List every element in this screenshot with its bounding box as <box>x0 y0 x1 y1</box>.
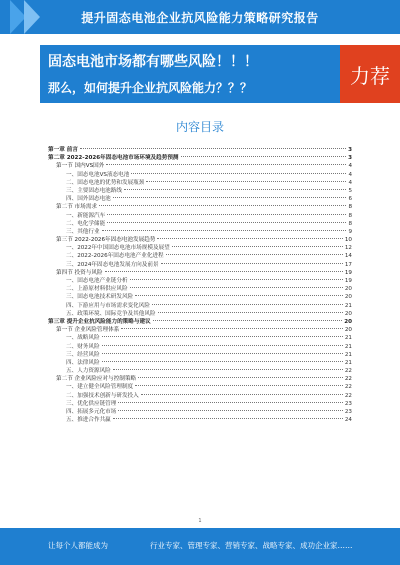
toc-entry-page: 12 <box>344 245 352 252</box>
toc-entry[interactable] <box>48 367 352 375</box>
toc-entry-page: 22 <box>344 376 352 383</box>
toc-entry[interactable] <box>48 212 352 220</box>
toc-entry-page: 24 <box>344 417 352 424</box>
toc-leader-dots <box>118 402 343 403</box>
toc-entry[interactable] <box>48 179 352 187</box>
toc-leader-dots <box>138 377 343 378</box>
toc-entry-title: 一、固态电池产业链分析 <box>66 278 128 284</box>
toc-entry-page: 21 <box>344 335 352 342</box>
toc-leader-dots <box>130 287 343 288</box>
toc-entry[interactable] <box>48 252 352 260</box>
toc-entry[interactable] <box>48 220 352 228</box>
toc-entry[interactable] <box>48 359 352 367</box>
toc-leader-dots <box>141 394 343 395</box>
toc-leader-dots <box>146 181 346 182</box>
toc-entry-title: 第二节 企业风险应对与控制策略 <box>56 376 137 383</box>
banner-headline: 固态电池市场都有哪些风险！！！ <box>48 54 258 70</box>
toc-leader-dots <box>124 189 346 190</box>
toc-entry[interactable] <box>48 326 352 334</box>
toc-entry[interactable] <box>48 285 352 293</box>
report-header-title: 提升固态电池企业抗风险能力策略研究报告 <box>81 11 319 25</box>
page-number: 1 <box>198 518 202 524</box>
toc-entry-title: 三、固态电池技术研发风险 <box>66 294 134 301</box>
toc-entry[interactable] <box>48 154 352 162</box>
footer-slogan-right: 行业专家、管理专家、营销专家、战略专家、成功企业家…… <box>150 541 353 550</box>
toc-entry-title: 二、财务风险 <box>66 343 100 350</box>
toc-entry-page: 8 <box>348 204 352 211</box>
toc-entry[interactable] <box>48 162 352 170</box>
toc-entry-title: 第二章 2022-2026年固态电池市场环境及趋势预测 <box>48 155 179 162</box>
toc-entry-title: 二、固态电池的优势和发展瓶颈 <box>66 179 145 186</box>
toc-entry[interactable] <box>48 228 352 236</box>
toc-entry[interactable] <box>48 277 352 285</box>
toc-leader-dots <box>102 230 347 231</box>
table-of-contents <box>48 146 352 424</box>
recommend-badge: 力荐 <box>340 45 400 103</box>
toc-entry[interactable] <box>48 334 352 342</box>
toc-entry-page: 4 <box>348 163 352 170</box>
toc-entry-title: 一、战略风险 <box>66 335 100 342</box>
toc-entry-page: 3 <box>348 147 352 153</box>
toc-entry-page: 23 <box>344 409 352 415</box>
toc-leader-dots <box>102 361 343 362</box>
toc-leader-dots <box>105 271 343 272</box>
toc-entry-page: 17 <box>344 261 352 268</box>
toc-entry[interactable] <box>48 302 352 310</box>
toc-entry[interactable] <box>48 195 352 203</box>
toc-entry-page: 20 <box>344 327 352 334</box>
footer-slogan-left: 让每个人都能成为 <box>48 541 108 550</box>
toc-entry-page: 10 <box>344 237 352 244</box>
toc-entry-page: 6 <box>348 196 352 203</box>
toc-entry[interactable] <box>48 400 352 408</box>
toc-entry-page: 21 <box>344 359 352 366</box>
toc-entry[interactable] <box>48 318 352 326</box>
toc-leader-dots <box>181 156 347 157</box>
toc-entry-title: 二、电化学储能 <box>66 220 106 227</box>
toc-entry[interactable] <box>48 310 352 318</box>
toc-leader-dots <box>158 312 343 313</box>
toc-title: 内容目录 <box>175 120 224 134</box>
toc-entry[interactable] <box>48 146 352 154</box>
toc-entry[interactable] <box>48 343 352 351</box>
toc-entry[interactable] <box>48 392 352 400</box>
toc-leader-dots <box>157 238 342 239</box>
toc-entry-page: 22 <box>344 368 352 375</box>
toc-leader-dots <box>113 369 343 370</box>
toc-entry-page: 4 <box>348 171 352 178</box>
toc-leader-dots <box>118 410 343 411</box>
toc-entry-page: 8 <box>348 212 352 219</box>
toc-entry-title: 四、国外固态电池 <box>66 196 111 203</box>
toc-entry-page: 20 <box>344 310 352 317</box>
toc-leader-dots <box>130 279 343 280</box>
toc-entry[interactable] <box>48 408 352 416</box>
toc-entry-title: 第一节 企业风险管理体系 <box>56 327 120 334</box>
title-banner <box>40 45 400 103</box>
toc-entry-title: 三、其他行业 <box>66 228 100 235</box>
toc-leader-dots <box>113 418 343 419</box>
toc-leader-dots <box>152 304 343 305</box>
toc-entry[interactable] <box>48 244 352 252</box>
toc-leader-dots <box>166 254 343 255</box>
footer-bar <box>0 528 400 565</box>
toc-leader-dots <box>153 320 343 321</box>
toc-entry[interactable] <box>48 351 352 359</box>
toc-entry-title: 四、法律风险 <box>66 359 100 366</box>
toc-entry[interactable] <box>48 293 352 301</box>
toc-entry-title: 二、2022-2026年固态电池产业化进程 <box>66 253 164 260</box>
toc-entry[interactable] <box>48 236 352 244</box>
toc-entry-page: 20 <box>344 286 352 293</box>
toc-entry-title: 三、2024年固态电池发展方向及前景 <box>66 261 159 268</box>
toc-leader-dots <box>102 345 343 346</box>
toc-entry-title: 第三章 提升企业抗风险能力的策略与建议 <box>48 318 151 325</box>
toc-entry-title: 五、政策环境、国际竞争及其他风险 <box>66 310 156 317</box>
toc-entry-title: 三、经营风险 <box>66 351 100 358</box>
toc-entry-title: 一、建立健全风险管理制度 <box>66 384 134 391</box>
toc-entry-page: 4 <box>348 179 352 186</box>
toc-leader-dots <box>107 214 346 215</box>
toc-leader-dots <box>161 263 343 264</box>
toc-leader-dots <box>131 173 346 174</box>
toc-leader-dots <box>135 385 343 386</box>
top-header-bar <box>0 0 400 34</box>
toc-entry[interactable] <box>48 261 352 269</box>
toc-leader-dots <box>102 353 343 354</box>
toc-entry-title: 一、固态电池VS液态电池 <box>66 171 130 178</box>
toc-entry[interactable] <box>48 416 352 424</box>
toc-leader-dots <box>106 164 346 165</box>
toc-leader-dots <box>99 205 347 206</box>
toc-entry[interactable] <box>48 375 352 383</box>
toc-leader-dots <box>172 246 343 247</box>
toc-entry-page: 20 <box>344 294 352 301</box>
toc-entry-page: 19 <box>344 269 352 276</box>
toc-entry-title: 二、加强技术创新与研发投入 <box>66 392 139 399</box>
toc-entry-title: 第一章 前言 <box>48 147 78 153</box>
toc-entry-page: 21 <box>344 302 352 309</box>
toc-entry-title: 三、主要固态电池路线 <box>66 187 122 194</box>
toc-entry-title: 第三节 2022-2026年固态电池发展趋势 <box>56 237 156 244</box>
toc-entry-title: 二、上游原材料供应风险 <box>66 286 128 293</box>
toc-leader-dots <box>113 197 347 198</box>
toc-entry-title: 四、下游应用与市场需求变化风险 <box>66 302 150 309</box>
toc-entry-page: 23 <box>344 400 352 407</box>
toc-entry-title: 五、人力资源风险 <box>66 368 111 375</box>
toc-entry-title: 四、拓展多元化市场 <box>66 409 117 415</box>
banner-subheadline: 那么，如何提升企业抗风险能力？？？ <box>48 81 253 95</box>
toc-entry-title: 一、2022年中国固态电池市场规模及展望 <box>66 245 170 252</box>
toc-entry-page: 14 <box>344 253 352 260</box>
toc-leader-dots <box>80 148 346 149</box>
toc-entry[interactable] <box>48 203 352 211</box>
toc-entry[interactable] <box>48 171 352 179</box>
toc-entry-page: 20 <box>344 318 352 325</box>
toc-entry-title: 一、新能源汽车 <box>66 212 106 219</box>
toc-leader-dots <box>135 295 343 296</box>
toc-entry-page: 22 <box>344 384 352 391</box>
toc-entry-page: 21 <box>344 351 352 358</box>
toc-entry-page: 21 <box>344 343 352 350</box>
toc-entry-title: 五、推进合作共赢 <box>66 417 111 424</box>
toc-leader-dots <box>121 328 343 329</box>
toc-entry-page: 8 <box>348 220 352 227</box>
toc-leader-dots <box>102 336 343 337</box>
toc-entry-title: 三、优化供应链管理 <box>66 400 117 407</box>
toc-entry-page: 22 <box>344 392 352 399</box>
toc-entry-page: 9 <box>348 228 352 235</box>
toc-entry-title: 第四节 投资与风险 <box>56 269 103 276</box>
toc-entry[interactable] <box>48 269 352 277</box>
toc-entry[interactable] <box>48 187 352 195</box>
toc-entry-page: 3 <box>348 155 352 162</box>
toc-entry-page: 19 <box>344 278 352 284</box>
toc-entry-title: 第一节 国内VS国外 <box>56 163 105 170</box>
toc-leader-dots <box>107 222 346 223</box>
toc-entry-title: 第二节 市场需求 <box>56 204 97 211</box>
toc-entry-page: 5 <box>348 187 352 194</box>
toc-entry[interactable] <box>48 383 352 391</box>
